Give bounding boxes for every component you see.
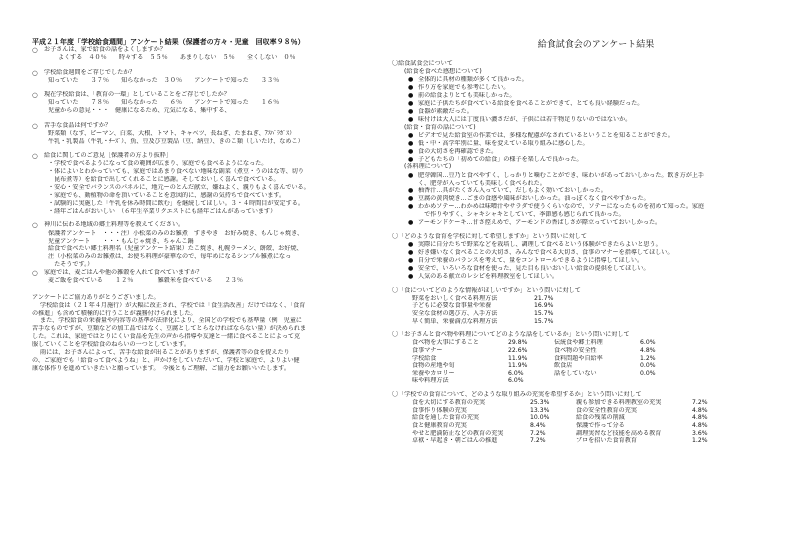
closing-line: また、学校給食の栄養量や内容等の基準が法律化により、全国どの学校でも基準量（例 児童に: [40, 317, 303, 325]
answer-line: 児童アンケート ・・・もんじゃ焼き、ちゃんこ鍋: [48, 237, 194, 245]
answer-line: 麦ご飯を食べている １２％ 雑穀米を食べている ２３％: [48, 277, 243, 285]
table-cell: 15.7%: [534, 309, 554, 317]
bullet-icon: ●: [408, 147, 414, 155]
bullet-icon: ●: [408, 139, 414, 147]
section-heading: 〇「お子さんと食べ物や料理についてどのような話をしているか」という問いに対して: [392, 331, 630, 339]
question-1: [32, 46, 374, 54]
bullet-item: ● 味付けは大人には丁度良い濃さだが、子供には若干物足りないのではないか。: [408, 115, 632, 123]
question-text: 神川に伝わる地域の郷土料理等を教えてください。: [44, 221, 185, 229]
bullet-item: ● アーモンドケーキ…甘さ控えめで、アーモンドの香ばしさが際立っていておいしかった。: [408, 219, 662, 226]
table-cell: 栄養やカロリー: [412, 369, 455, 377]
bullet-item: ● 人気のある献立のレシピを料理教室をしてほしい。: [408, 272, 559, 280]
table-cell: 6.0%: [640, 339, 656, 347]
bullet-icon: ●: [408, 84, 414, 92]
table-cell: 学校給食: [412, 354, 437, 362]
table-cell: 15.7%: [534, 317, 554, 325]
bullet-icon: ●: [408, 241, 414, 249]
table-cell: 食の安全性教育の充実: [576, 406, 637, 414]
table-cell: 0.0%: [640, 369, 656, 377]
question-2: [32, 69, 374, 77]
table-cell: 10.0%: [530, 414, 550, 422]
opinion-line: ・学校で食べるようになって食の範囲が広まり、家庭でも食べるようになった。: [48, 160, 268, 168]
bullet-item: ● 実際に自分たちで野菜などを栽培し、調理して食べるという体験ができたらよいと思う。: [408, 241, 662, 249]
question-text: 苦手な食品は何ですか？: [44, 121, 112, 129]
opinion-line: ・経年ごはんがおいしい （６年生卒業リクエストにも経年ごはんがあっています）: [48, 207, 277, 215]
table-cell: 給食を通した食育の充実: [412, 414, 480, 422]
bullet-icon: ●: [408, 256, 414, 264]
note-line: 児童からの意見・・・ 健康になるため、元気になる、集中する、: [48, 107, 231, 115]
bullet-item: ● 作り方を家庭でも参考にしたい。: [408, 84, 510, 92]
table-cell: 伝統食や郷土料理: [554, 339, 603, 347]
table-cell: 11.9%: [508, 362, 528, 370]
table-cell: 4.8%: [640, 346, 656, 354]
subheading: (給食・食育の話について): [404, 123, 476, 131]
bullet-continuation: く、肥芽が入っていても美味しく食べられた。: [418, 179, 546, 187]
question-text: お子さんは、家で給食の話をよくしますか？: [44, 46, 166, 54]
bullet-icon: ●: [408, 203, 414, 211]
closing-line: の、ご家庭でも「給食って食べようね」と、声かけをしていただいて、学校と家庭で、よりよい健: [32, 356, 300, 364]
table-cell: 4.8%: [692, 422, 708, 430]
table-cell: 16.9%: [534, 302, 554, 310]
subheading: (給食を食べた感想について): [404, 68, 482, 76]
table-cell: 早く簡単、栄養満点な料理方法: [412, 317, 498, 325]
table-cell: 22.6%: [508, 346, 528, 354]
question-text: 学校給食週間をご存じでしたか？: [44, 68, 136, 76]
table-cell: 食料問題や自給率: [554, 354, 603, 362]
table-cell: 1.2%: [640, 354, 656, 362]
question-3: [32, 91, 374, 99]
answer-line: 野菜類（なす、ピーマン、白菜、大根、トマト、キャベツ、長ねぎ、たまねぎ、ｱｽﾊﾟﾗｶﾞｽ）: [48, 129, 296, 137]
circle-icon: ○: [32, 68, 38, 77]
table-cell: 1.2%: [692, 437, 708, 445]
bullet-item: ● 自分で栄養のバランスを考えて、量をコントロールできるように指導してほしい。: [408, 256, 644, 264]
closing-line: 雨には、お子さんによって、苦手な給食が出ることがありますが、保護者等の食を捉えたり: [40, 349, 290, 357]
section-heading: 〇「どのような食育を学校に対して希望しますか」という問いに対して: [392, 232, 587, 240]
answer-line: よくする ４０％ 時々する ５５％ あまりしない ５％ 全くしない ０％: [58, 54, 296, 62]
bullet-icon: ●: [408, 155, 414, 163]
table-cell: 7.2%: [692, 399, 708, 407]
circle-icon: ○: [32, 152, 38, 161]
circle-icon: ○: [32, 221, 38, 230]
question-4: [32, 122, 374, 130]
opinion-line: ・試験的に実施した「牛乳を休み時間に飲む」を継続してほしい。３・４時間目が安定する。: [48, 199, 304, 207]
bullet-item: ● 豆腐の黄肉焼き…ごまの食感や風味がおいしかった。油っぽくなく食べやすかった。: [408, 195, 650, 203]
answer-line: 保護者アンケート ・・・注）小松菜のみのお雑煮 すきやき お好み焼き、もんじゃ焼き、: [48, 229, 304, 237]
bullet-item: ● 子どもたちの「初めての給食」の様子を楽しんで良かった。: [408, 155, 583, 163]
table-cell: 4.8%: [692, 406, 708, 414]
table-cell: 給食の残菜の削減: [576, 414, 625, 422]
table-cell: 安全な食材の選び方、入手方法: [412, 309, 498, 317]
section-heading: 〇給食試食会について: [392, 60, 453, 67]
right-column: [392, 38, 768, 445]
table-cell: 8.4%: [530, 422, 546, 430]
table-cell: やせと肥満防止などの教育の充実: [412, 429, 504, 437]
circle-icon: ○: [32, 269, 38, 278]
bullet-item: ● ビデオで見た給食室の作業では、多様な配慮がなされているということを知ることができた。: [408, 131, 674, 139]
table-cell: 親も参加できる料理教室の充実: [576, 399, 662, 407]
bullet-icon: ●: [408, 107, 414, 115]
table-cell: 6.0%: [508, 377, 524, 385]
answer-line: 牛乳・乳製品（牛乳・ﾁｰｽﾞ）、魚、豆及び豆製品（豆、納豆）、きのこ類（しいたけ、なめこ）: [48, 137, 304, 145]
answer-line: 知っていた ７８％ 知らなかった ６％ アンケートで知った １６％: [48, 99, 280, 107]
answer-line: 給食で食べたい郷土料理名（児童アンケート結果）たこ焼き、札幌ラーメン、餅餃、お好焼、: [48, 245, 303, 253]
bullet-icon: ●: [408, 248, 414, 256]
tasting-survey-title: 給食試食会のアンケート結果: [537, 40, 655, 50]
question-5: [32, 152, 374, 160]
closing-line: 服していくことを学校給食のねらいの一つとしています。: [32, 341, 190, 349]
circle-icon: ○: [32, 121, 38, 130]
table-cell: 6.0%: [508, 369, 524, 377]
thanks-line: アンケートにご協力ありがとうございました。: [32, 293, 160, 301]
opinion-line: ・安心・安全でバランスのパネルに、地元ーのとんだ献立、嫌ねよく、親りもよく喜んでいる。: [48, 183, 310, 191]
table-cell: 3.6%: [692, 429, 708, 437]
bullet-icon: ●: [408, 195, 414, 203]
table-cell: プロを招いた食育教育: [576, 437, 637, 445]
opinion-line: 昆布煮等）を給食で出してくれることに感謝。そしておいしく喜んで食べている。: [48, 176, 280, 184]
closing-line: の推進」も含めて積極的に行うことが義務付けられました。: [32, 309, 197, 317]
closing-line: 苦手なものですが、豆類などの加工品ではなく、豆腐としてとらなければならない量）が決められま: [32, 325, 307, 333]
circle-icon: ○: [32, 46, 38, 55]
bullet-icon: ●: [408, 131, 414, 139]
conversation-topics-table: [392, 339, 768, 385]
table-cell: 保護で作って分る: [576, 422, 625, 430]
table-cell: 食事作り体験の充実: [412, 406, 467, 414]
left-column: [32, 38, 374, 373]
bullet-item: ● 安全で、いろいろな食材を使った、見た目も良いおいしい給食の提供をしてほしい。: [408, 264, 650, 272]
bullet-item: ● 全体的に具材の種類が多くて良かった。: [408, 76, 528, 84]
closing-line: した。これは、家庭ではとりにくい食品を先生の声から指導や友達と一緒に食べることによって克: [32, 333, 301, 341]
table-cell: [640, 377, 670, 385]
bullet-icon: ●: [408, 272, 414, 280]
subheading: (各料理について): [404, 163, 452, 171]
table-cell: 野菜をおいしく食べる料理方法: [412, 294, 498, 302]
table-cell: 29.8%: [508, 339, 528, 347]
bullet-item: ● 低・中・高学年別に量、味を変えている取り組みに感心した。: [408, 139, 589, 147]
answer-line: 知っていた ３７％ 知らなかった ３０％ アンケートで知った ３３％: [48, 76, 280, 84]
bullet-item: ● 食器が素敵だった。: [408, 107, 473, 115]
question-text: 家庭では、麦ごはんや他の雑穀を入れて食べていますか？: [44, 269, 203, 277]
bullet-icon: ●: [408, 92, 414, 100]
table-cell: [554, 377, 634, 385]
table-cell: 食べ物の安全性: [554, 346, 597, 354]
bullet-icon: ●: [408, 115, 414, 123]
bullet-item: ● 肥芽韓国…豆乃と食べやすく、しっかりと噛むことができ、味わいがあっておいしかった。飲き方が上手: [408, 171, 704, 179]
table-cell: 食と健康教育の充実: [412, 422, 467, 430]
closing-line: 康な体作りを進めていきたいと願っています。 今後ともご理解、ご協力をお願いいたします。: [32, 364, 291, 372]
bullet-item: ● 家庭に子供たちが食べている給食を食べることができて、とても良い経験だった。: [408, 100, 644, 108]
table-cell: 食を大切にする教育の充実: [412, 399, 486, 407]
table-cell: 4.8%: [692, 414, 708, 422]
bullet-continuation: で作りやすく、シャキシャキとしていて、季節感も感じられて良かった。: [418, 211, 625, 219]
circle-icon: ○: [32, 90, 38, 99]
bullet-icon: ●: [408, 76, 414, 84]
table-cell: 食事マナー: [412, 346, 443, 354]
bullet-icon: ●: [408, 219, 414, 226]
table-cell: 話をしていない: [554, 369, 597, 377]
table-cell: 11.9%: [508, 354, 528, 362]
section-heading: 〇「学校での食育について、どのような取り組みの充実を希望するか」という問いに対して: [392, 391, 642, 398]
answer-line: 注（小松菜のみのお雑煮は、お使ち料理が豪華なので、毎年めになるシンプル雑煮になっ: [48, 253, 292, 261]
table-cell: 食べ物を大事にすること: [412, 339, 480, 347]
bullet-icon: ●: [408, 171, 414, 179]
bullet-item: ● 前の給食よりとても美味しかった。: [408, 92, 516, 100]
table-cell: 調理実習など技能を高める教育: [576, 429, 662, 437]
table-cell: 7.2%: [530, 437, 546, 445]
table-cell: 飲食店: [554, 362, 573, 370]
bullet-icon: ●: [408, 264, 414, 272]
question-text: 給食に関してのご意見［保護者の方より抜粋］: [44, 152, 172, 160]
section-heading: 〇「食についてどのような情報がほしいですか」という問いに対して: [392, 286, 581, 294]
question-7: [32, 269, 374, 277]
question-text: 現在学校給食は、「教育の一環」としていることをご存じでしたか？: [44, 90, 230, 98]
info-wanted-table: [392, 295, 768, 325]
table-cell: 21.7%: [534, 294, 554, 302]
table-cell: 味や料理方法: [412, 377, 449, 385]
table-cell: 0.0%: [640, 362, 656, 370]
opinion-line: ・体によいとわかっていても、家庭ではあまり食べない地味な副菜（煮豆・うのはな等、切り: [48, 168, 304, 176]
question-6: [32, 221, 374, 229]
bullet-item: ● わかめソテー…わかめは味噌汁やサラダで使うくらいなので、ソテーになったものを初めて知った。家庭: [408, 203, 705, 211]
opinion-line: ・家庭でも、動植物の命を頂いていることを意図的に、感謝の気持ちで食べています。: [48, 191, 286, 199]
table-cell: 子どもに必要な食事量や栄養: [412, 302, 492, 310]
answer-line: たそうです。）: [48, 261, 94, 269]
table-cell: 7.2%: [530, 429, 546, 437]
bullet-icon: ●: [408, 187, 414, 195]
table-cell: 25.3%: [530, 399, 550, 407]
table-cell: 13.3%: [530, 406, 550, 414]
bullet-item: ● 柚香汁…具がたくさん入っていて、だしもよく効いておいしかった。: [408, 187, 607, 195]
closing-line: 学校給食は（２１年４月施行）が大幅に改正され、学校では「食生活改善」だけではなく、「食育: [40, 301, 306, 309]
table-cell: 食物の産地や旬: [412, 362, 455, 370]
bullet-icon: ●: [408, 100, 414, 108]
bullet-item: ● 好き嫌いなく食べることの大切さ、みんなで食べる大切さ、食事のマナーを指導してほしい。: [408, 248, 674, 256]
food-education-table: [392, 399, 768, 445]
table-cell: 卓袱・早起き・朝ごはんの推進: [412, 437, 498, 445]
bullet-item: ● 食の大切さを再確認できた。: [408, 147, 498, 155]
survey-title: 平成２１年度「学校給食週間」アンケート結果（保護者の方々・児童 回収率９８％）: [32, 38, 305, 46]
